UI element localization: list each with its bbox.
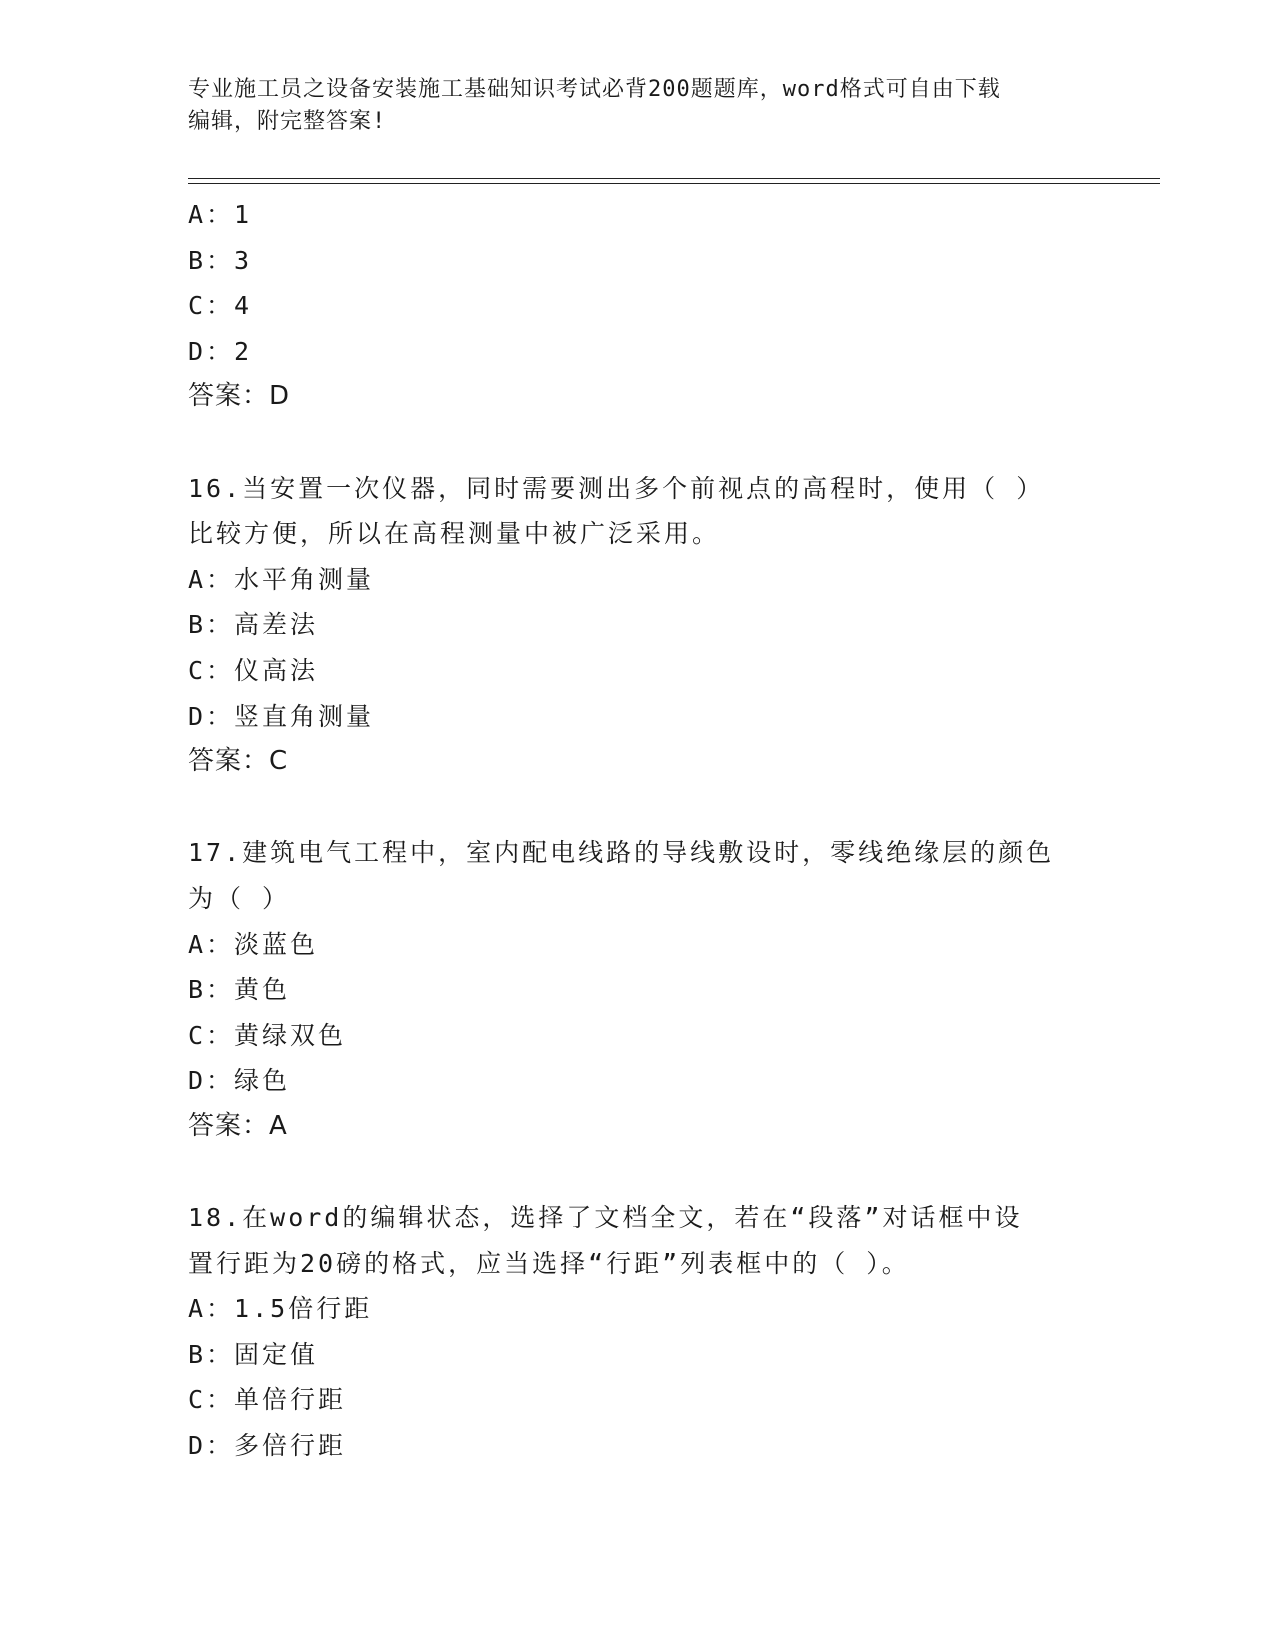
question-content: [188, 192, 1088, 1469]
header-divider-top: [188, 178, 1160, 179]
option-a: A：淡蓝色: [188, 929, 319, 959]
option-b: B：黄色: [188, 975, 291, 1005]
question-17: [188, 830, 1088, 1149]
answer-line: 答案：A: [188, 1110, 288, 1141]
question-stem: 比较方便，所以在高程测量中被广泛采用。: [188, 519, 721, 549]
option-b: B：固定值: [188, 1339, 319, 1369]
option-c: C：仪高法: [188, 655, 319, 685]
answer-line: 答案：D: [188, 381, 291, 412]
option-b: B：高差法: [188, 610, 319, 640]
option-d: D：竖直角测量: [188, 701, 375, 731]
question-16: [188, 466, 1088, 785]
question-18: [188, 1195, 1088, 1469]
header-title-line-1: 专业施工员之设备安装施工基础知识考试必背200题题库，word格式可自由下载: [188, 77, 1001, 102]
option-a: A：1.5倍行距: [188, 1294, 373, 1324]
document-header: [188, 74, 1088, 138]
option-d: D：多倍行距: [188, 1431, 347, 1461]
option-c: C：4: [188, 291, 253, 321]
option-c: C：黄绿双色: [188, 1020, 347, 1050]
answer-line: 答案：C: [188, 746, 289, 777]
question-stem: 置行距为20磅的格式，应当选择“行距”列表框中的（ ）。: [188, 1248, 910, 1278]
option-c: C：单倍行距: [188, 1385, 347, 1415]
question-stem: 16.当安置一次仪器，同时需要测出多个前视点的高程时，使用（ ）: [188, 473, 1045, 503]
question-stem: 17.建筑电气工程中，室内配电线路的导线敷设时，零线绝缘层的颜色: [188, 838, 1055, 868]
header-title-line-2: 编辑，附完整答案!: [188, 109, 387, 134]
option-b: B：3: [188, 245, 253, 275]
option-d: D：绿色: [188, 1066, 291, 1096]
option-a: A：水平角测量: [188, 564, 375, 594]
question-fragment: [188, 192, 1088, 420]
question-stem: 18.在word的编辑状态，选择了文档全文，若在“段落”对话框中设: [188, 1203, 1023, 1233]
option-d: D：2: [188, 336, 253, 366]
question-stem: 为（ ）: [188, 883, 291, 913]
option-a: A：1: [188, 200, 253, 229]
header-divider-bottom: [188, 183, 1160, 184]
